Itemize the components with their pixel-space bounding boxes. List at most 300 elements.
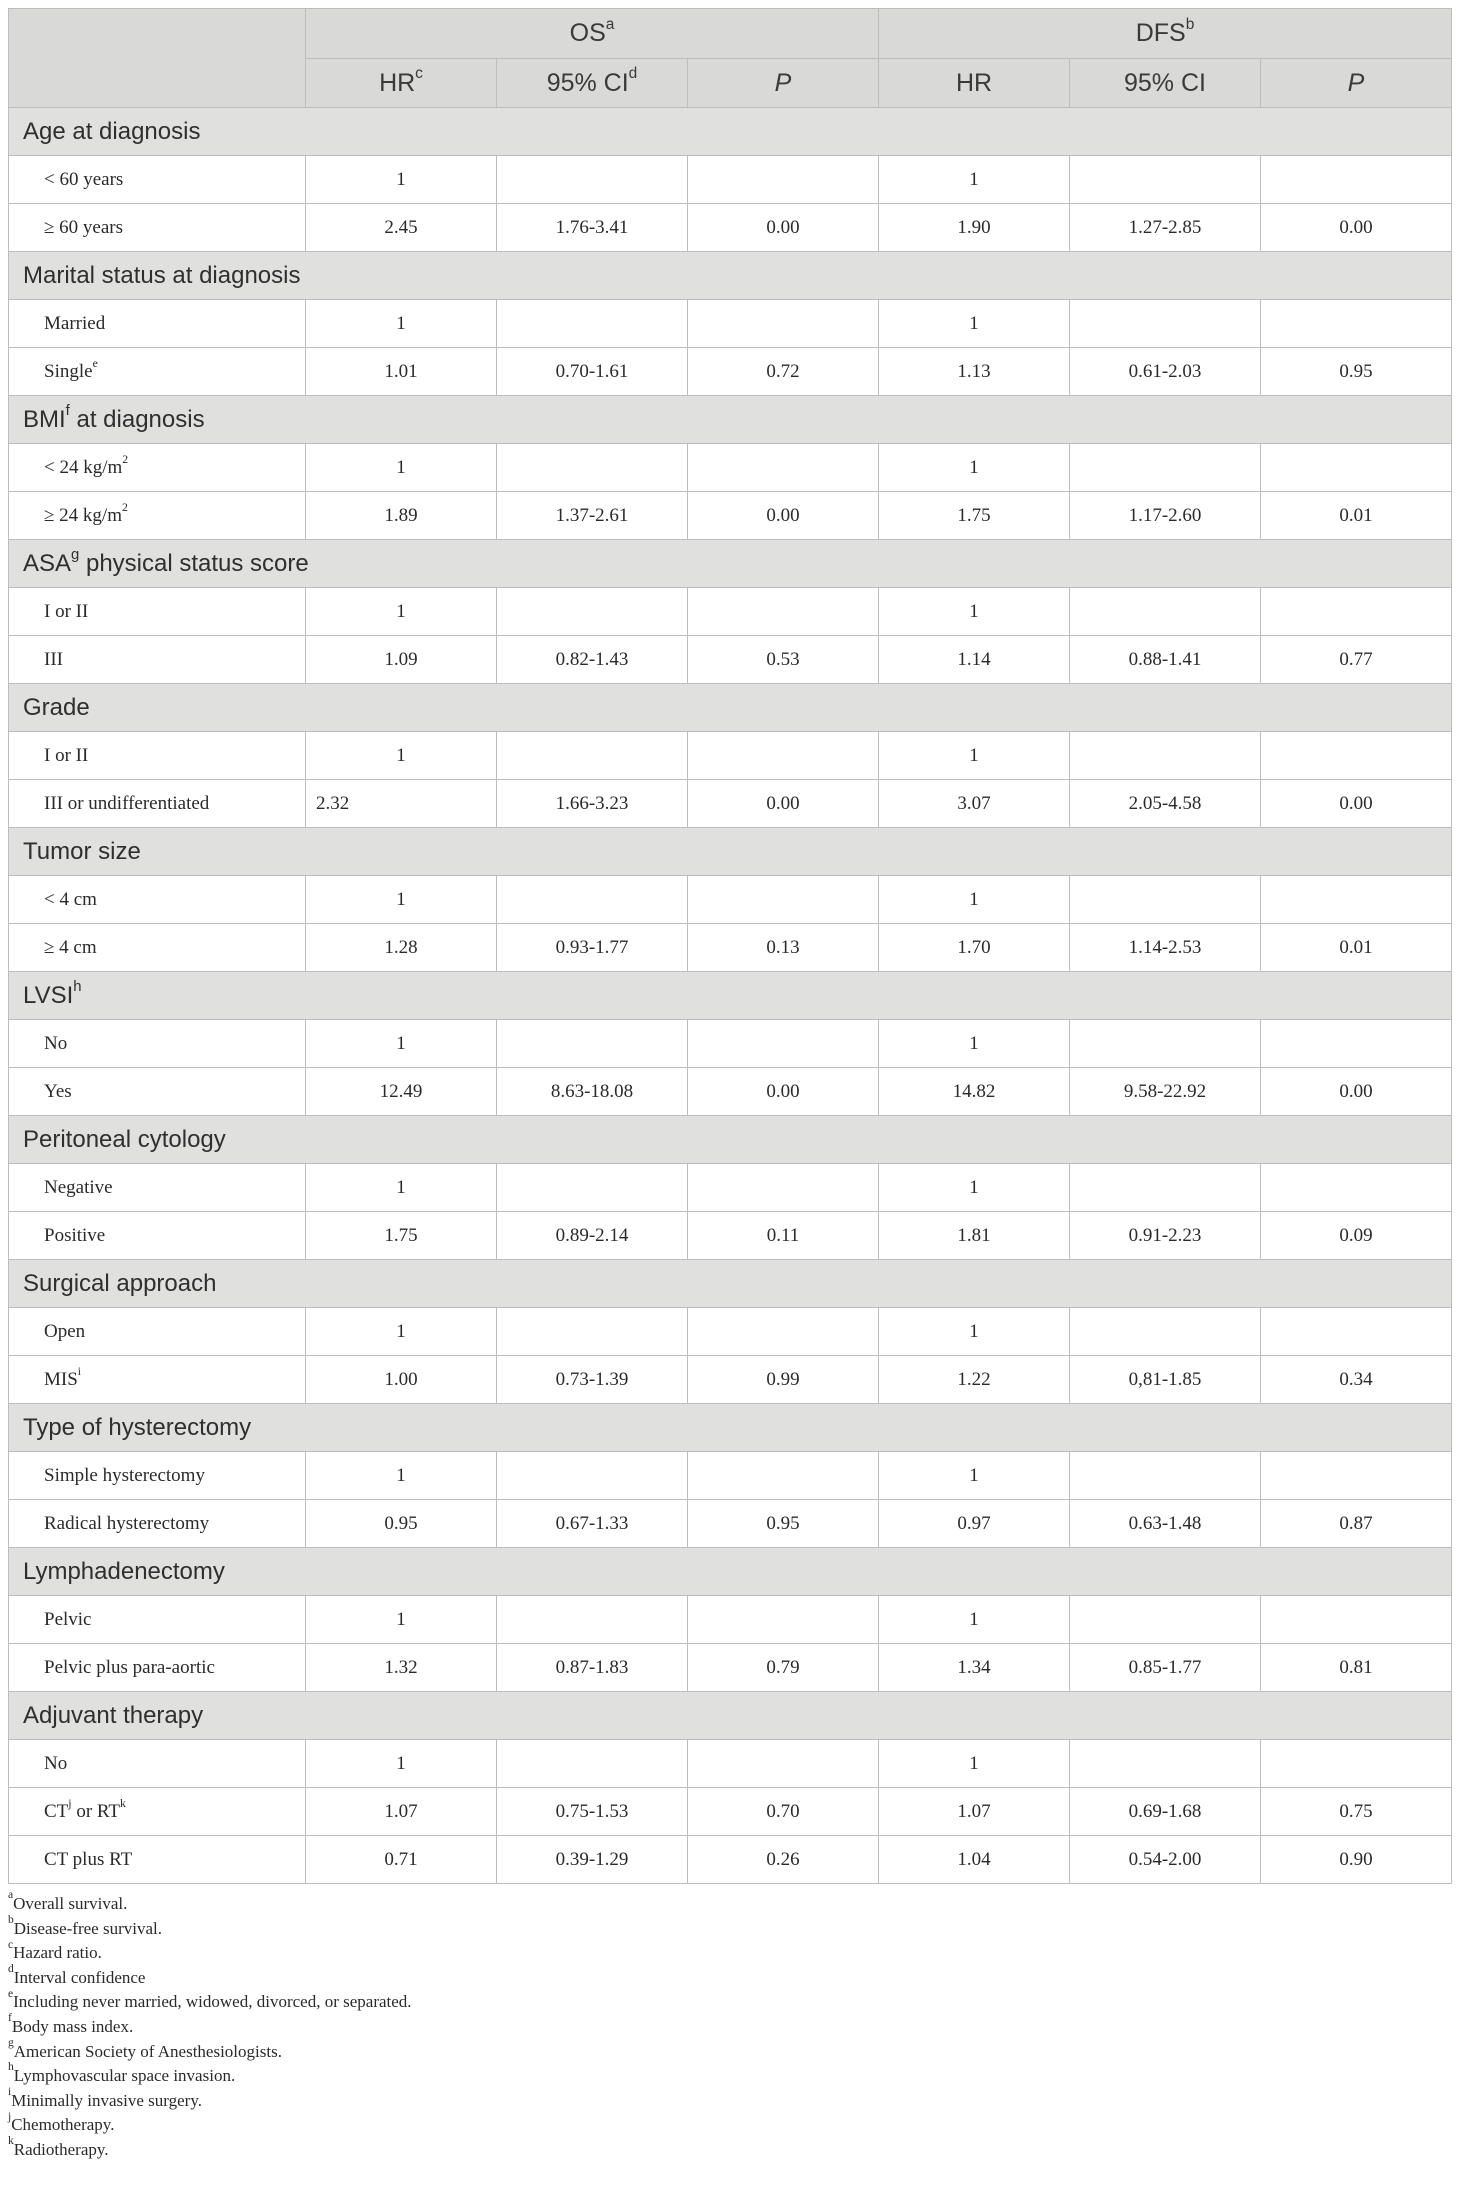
header-os-ci-label: 95% CI: [546, 68, 629, 97]
dfs-hr-cell: 1.04: [879, 1836, 1070, 1884]
os-hr-cell: 0.95: [306, 1500, 497, 1548]
dfs-p-cell: 0.01: [1261, 924, 1452, 972]
dfs-ci-cell: 9.58-22.92: [1070, 1068, 1261, 1116]
os-hr-cell: 1: [306, 1020, 497, 1068]
row-label: [9, 1596, 306, 1644]
os-p-cell: [688, 1020, 879, 1068]
os-hr-cell: 2.45: [306, 204, 497, 252]
os-ci-cell: 1.37-2.61: [497, 492, 688, 540]
table-row: [9, 1164, 1452, 1212]
dfs-hr-cell: 1.90: [879, 204, 1070, 252]
table-header: [9, 9, 1452, 108]
row-label-text: < 4 cm: [44, 888, 97, 910]
row-label: [9, 588, 306, 636]
dfs-ci-cell: [1070, 444, 1261, 492]
header-os-label: OS: [569, 19, 606, 47]
header-os-group: [306, 9, 879, 59]
section-title: [9, 1692, 1452, 1740]
dfs-ci-cell: [1070, 876, 1261, 924]
table-row: [9, 156, 1452, 204]
os-hr-cell: 1: [306, 1164, 497, 1212]
section-title: [9, 1116, 1452, 1164]
os-p-cell: [688, 588, 879, 636]
row-label: [9, 1500, 306, 1548]
footnote: [8, 1888, 1451, 1917]
row-label-text: I or II: [44, 600, 89, 622]
dfs-ci-cell: 0.91-2.23: [1070, 1212, 1261, 1260]
section-header-row: [9, 1116, 1452, 1164]
row-label: [9, 492, 306, 540]
header-corner-cell: [9, 9, 306, 108]
dfs-hr-cell: 1.22: [879, 1356, 1070, 1404]
footnote: [8, 1937, 1451, 1966]
dfs-hr-cell: 14.82: [879, 1068, 1070, 1116]
footnote: [8, 2085, 1451, 2114]
table-row: [9, 300, 1452, 348]
dfs-hr-cell: 1: [879, 588, 1070, 636]
dfs-hr-cell: 1: [879, 1308, 1070, 1356]
dfs-ci-cell: 0.63-1.48: [1070, 1500, 1261, 1548]
dfs-ci-cell: [1070, 1452, 1261, 1500]
row-label-sup: 2: [122, 500, 128, 514]
section-title-text: LVSI: [23, 981, 74, 1009]
footnote-mark: h: [8, 2060, 14, 2074]
header-os-ci: [497, 59, 688, 108]
footnote-mark: k: [8, 2134, 14, 2148]
dfs-p-cell: [1261, 1452, 1452, 1500]
row-label: [9, 732, 306, 780]
row-label: [9, 636, 306, 684]
row-label-text: Open: [44, 1320, 86, 1342]
footnote-text: Interval confidence: [13, 1967, 146, 1987]
os-ci-cell: 0.82-1.43: [497, 636, 688, 684]
row-label-text: CT plus RT: [44, 1848, 133, 1870]
os-ci-cell: 0.87-1.83: [497, 1644, 688, 1692]
row-label: [9, 1452, 306, 1500]
dfs-hr-cell: 1.07: [879, 1788, 1070, 1836]
row-label-text: No: [44, 1752, 68, 1774]
section-title: [9, 972, 1452, 1020]
section-title-text: Marital status at diagnosis: [23, 261, 301, 289]
dfs-hr-cell: 1: [879, 156, 1070, 204]
dfs-p-cell: [1261, 1164, 1452, 1212]
dfs-ci-cell: [1070, 588, 1261, 636]
header-dfs-group: [879, 9, 1452, 59]
row-label-text: Pelvic plus para-aortic: [44, 1656, 215, 1678]
row-label: [9, 1356, 306, 1404]
os-hr-cell: 1.89: [306, 492, 497, 540]
header-os-hr: [306, 59, 497, 108]
os-p-cell: [688, 1308, 879, 1356]
dfs-hr-cell: 1.75: [879, 492, 1070, 540]
dfs-hr-cell: 1: [879, 876, 1070, 924]
section-title-sup: h: [73, 978, 82, 995]
footnote: [8, 1986, 1451, 2015]
row-label-sup2: k: [120, 1796, 126, 1810]
dfs-p-cell: [1261, 1596, 1452, 1644]
row-label-sup: j: [68, 1796, 72, 1810]
footnote: [8, 1962, 1451, 1991]
table-row: [9, 204, 1452, 252]
os-ci-cell: 0.70-1.61: [497, 348, 688, 396]
section-title: [9, 1260, 1452, 1308]
dfs-hr-cell: 1: [879, 1164, 1070, 1212]
row-label-text: I or II: [44, 744, 89, 766]
header-dfs-ci: 95% CI: [1070, 59, 1261, 108]
os-p-cell: [688, 876, 879, 924]
os-hr-cell: 1: [306, 444, 497, 492]
table-row: [9, 1596, 1452, 1644]
section-title-text: Age at diagnosis: [23, 117, 201, 145]
row-label: [9, 1164, 306, 1212]
os-p-cell: 0.79: [688, 1644, 879, 1692]
os-ci-cell: [497, 156, 688, 204]
footnote-text: American Society of Anesthesiologists.: [13, 2041, 282, 2061]
os-hr-cell: 1: [306, 732, 497, 780]
os-hr-cell: 1: [306, 588, 497, 636]
os-hr-cell: 1: [306, 300, 497, 348]
dfs-ci-cell: [1070, 1020, 1261, 1068]
dfs-ci-cell: 0,81-1.85: [1070, 1356, 1261, 1404]
footnotes: [8, 1888, 1451, 2163]
os-hr-cell: 1.28: [306, 924, 497, 972]
os-hr-cell: 1: [306, 1452, 497, 1500]
os-hr-cell: 0.71: [306, 1836, 497, 1884]
os-ci-cell: 1.76-3.41: [497, 204, 688, 252]
dfs-p-cell: 0.00: [1261, 1068, 1452, 1116]
table-row: [9, 1356, 1452, 1404]
row-label-text: < 24 kg/m: [44, 456, 123, 478]
row-label-text: No: [44, 1032, 68, 1054]
dfs-hr-cell: 1.70: [879, 924, 1070, 972]
dfs-hr-cell: 1: [879, 444, 1070, 492]
section-title: [9, 1404, 1452, 1452]
footnote-mark: b: [8, 1912, 14, 1926]
table-row: [9, 1836, 1452, 1884]
dfs-p-cell: [1261, 444, 1452, 492]
os-p-cell: [688, 444, 879, 492]
footnote-text: Lymphovascular space invasion.: [13, 2066, 236, 2086]
dfs-hr-cell: 1: [879, 1596, 1070, 1644]
footnote-mark: f: [8, 2011, 12, 2025]
row-label: [9, 1308, 306, 1356]
dfs-ci-cell: [1070, 1740, 1261, 1788]
dfs-p-cell: [1261, 1020, 1452, 1068]
section-header-row: [9, 1260, 1452, 1308]
header-os-hr-sup: c: [415, 65, 423, 83]
os-p-cell: 0.13: [688, 924, 879, 972]
table-row: [9, 636, 1452, 684]
row-label-sup: 2: [122, 452, 129, 466]
section-title: [9, 540, 1452, 588]
dfs-p-cell: [1261, 588, 1452, 636]
os-ci-cell: [497, 1596, 688, 1644]
dfs-ci-cell: [1070, 1308, 1261, 1356]
os-ci-cell: [497, 1452, 688, 1500]
os-hr-cell: 1: [306, 156, 497, 204]
section-title-tail: at diagnosis: [69, 405, 205, 433]
os-hr-cell: 1.07: [306, 1788, 497, 1836]
footnote-mark: a: [8, 1888, 14, 1902]
row-label-text: Negative: [44, 1176, 113, 1198]
table-row: [9, 444, 1452, 492]
os-ci-cell: 8.63-18.08: [497, 1068, 688, 1116]
dfs-p-cell: 0.95: [1261, 348, 1452, 396]
row-label: [9, 924, 306, 972]
footnote-text: Body mass index.: [11, 2016, 134, 2036]
section-title: [9, 1548, 1452, 1596]
section-title-sup: g: [71, 546, 80, 563]
row-label: [9, 156, 306, 204]
row-label-text: Pelvic: [44, 1608, 92, 1630]
dfs-hr-cell: 1: [879, 1740, 1070, 1788]
os-ci-cell: [497, 876, 688, 924]
row-label: [9, 348, 306, 396]
table-row: [9, 1740, 1452, 1788]
dfs-ci-cell: 0.85-1.77: [1070, 1644, 1261, 1692]
row-label: [9, 780, 306, 828]
os-ci-cell: [497, 1020, 688, 1068]
section-title: [9, 252, 1452, 300]
os-p-cell: 0.00: [688, 1068, 879, 1116]
row-label-text: < 60 years: [44, 168, 124, 190]
footnote: [8, 2011, 1451, 2040]
footnote-text: Including never married, widowed, divorced, or separated.: [13, 1992, 412, 2012]
section-title-text: Adjuvant therapy: [23, 1701, 204, 1729]
row-label-text: Positive: [44, 1224, 106, 1246]
os-p-cell: [688, 1164, 879, 1212]
footnote-mark: i: [8, 2085, 12, 2099]
header-dfs-label: DFS: [1135, 19, 1186, 47]
row-label-text: III: [44, 648, 63, 670]
row-label-text: Single: [44, 360, 93, 382]
dfs-ci-cell: 1.27-2.85: [1070, 204, 1261, 252]
dfs-p-cell: [1261, 300, 1452, 348]
section-header-row: [9, 108, 1452, 156]
dfs-ci-cell: 1.17-2.60: [1070, 492, 1261, 540]
row-label: [9, 1212, 306, 1260]
dfs-p-cell: [1261, 1308, 1452, 1356]
row-label: [9, 876, 306, 924]
section-title: [9, 396, 1452, 444]
header-os-hr-label: HR: [379, 68, 416, 97]
row-label-text: ≥ 60 years: [44, 216, 124, 238]
os-ci-cell: [497, 1740, 688, 1788]
dfs-p-cell: 0.00: [1261, 204, 1452, 252]
dfs-ci-cell: [1070, 1596, 1261, 1644]
row-label: [9, 1020, 306, 1068]
dfs-p-cell: [1261, 876, 1452, 924]
table-row: [9, 1644, 1452, 1692]
os-p-cell: [688, 300, 879, 348]
table-row: [9, 780, 1452, 828]
footnote-mark: c: [8, 1937, 14, 1951]
results-table-container: [8, 8, 1451, 2163]
os-ci-cell: 0.89-2.14: [497, 1212, 688, 1260]
os-p-cell: [688, 1740, 879, 1788]
section-title-text: Grade: [23, 693, 90, 721]
section-title-text: Lymphadenectomy: [23, 1557, 225, 1585]
section-title-sup: f: [65, 402, 70, 419]
row-label: [9, 1788, 306, 1836]
row-label-text: ≥ 4 cm: [44, 936, 97, 958]
os-ci-cell: 0.73-1.39: [497, 1356, 688, 1404]
dfs-hr-cell: 3.07: [879, 780, 1070, 828]
os-ci-cell: [497, 1164, 688, 1212]
dfs-ci-cell: 2.05-4.58: [1070, 780, 1261, 828]
dfs-p-cell: 0.34: [1261, 1356, 1452, 1404]
row-label: [9, 1836, 306, 1884]
footnote-text: Chemotherapy.: [11, 2115, 115, 2135]
dfs-ci-cell: 0.61-2.03: [1070, 348, 1261, 396]
section-header-row: [9, 828, 1452, 876]
os-p-cell: 0.72: [688, 348, 879, 396]
footnote: [8, 2035, 1451, 2065]
dfs-ci-cell: 1.14-2.53: [1070, 924, 1261, 972]
os-ci-cell: [497, 588, 688, 636]
os-ci-cell: [497, 300, 688, 348]
dfs-ci-cell: 0.88-1.41: [1070, 636, 1261, 684]
dfs-hr-cell: 1.34: [879, 1644, 1070, 1692]
os-p-cell: 0.99: [688, 1356, 879, 1404]
dfs-hr-cell: 1: [879, 1020, 1070, 1068]
dfs-p-cell: 0.77: [1261, 636, 1452, 684]
dfs-p-cell: [1261, 732, 1452, 780]
row-label: [9, 300, 306, 348]
os-p-cell: 0.26: [688, 1836, 879, 1884]
table-row: [9, 924, 1452, 972]
row-label-text: Married: [44, 312, 106, 334]
section-title-text: Tumor size: [23, 837, 141, 865]
row-label-sup: e: [92, 356, 98, 370]
os-hr-cell: 1: [306, 876, 497, 924]
section-title: [9, 108, 1452, 156]
footnote: [8, 2109, 1451, 2138]
os-hr-cell: 1.09: [306, 636, 497, 684]
dfs-p-cell: 0.75: [1261, 1788, 1452, 1836]
footnote: [8, 1912, 1451, 1942]
os-p-cell: [688, 732, 879, 780]
header-dfs-p: P: [1261, 59, 1452, 108]
section-title-text: BMI: [23, 405, 66, 433]
dfs-hr-cell: 1.13: [879, 348, 1070, 396]
row-label: [9, 444, 306, 492]
os-p-cell: 0.00: [688, 492, 879, 540]
footnote-mark: d: [8, 1962, 14, 1976]
header-os-ci-sup: d: [628, 65, 638, 83]
dfs-p-cell: 0.81: [1261, 1644, 1452, 1692]
footnote-mark: g: [8, 2035, 14, 2049]
os-p-cell: 0.00: [688, 780, 879, 828]
row-label-text: Yes: [44, 1080, 72, 1102]
row-label-text: ≥ 24 kg/m: [44, 504, 122, 526]
section-title: [9, 828, 1452, 876]
os-p-cell: [688, 1452, 879, 1500]
os-hr-cell: 1.00: [306, 1356, 497, 1404]
table-row: [9, 588, 1452, 636]
footnote-text: Overall survival.: [13, 1894, 128, 1913]
section-header-row: [9, 540, 1452, 588]
section-header-row: [9, 1548, 1452, 1596]
row-label-sup: i: [77, 1364, 82, 1378]
footnote-mark: e: [8, 1986, 14, 2000]
section-header-row: [9, 396, 1452, 444]
row-label-text: III or undifferentiated: [44, 792, 210, 814]
dfs-p-cell: 0.01: [1261, 492, 1452, 540]
section-header-row: [9, 1404, 1452, 1452]
table-row: [9, 732, 1452, 780]
header-os-p: P: [688, 59, 879, 108]
table-row: [9, 1500, 1452, 1548]
os-hr-cell: 1.75: [306, 1212, 497, 1260]
header-os-sup: a: [605, 15, 615, 33]
dfs-p-cell: 0.90: [1261, 1836, 1452, 1884]
os-ci-cell: 0.75-1.53: [497, 1788, 688, 1836]
hazard-ratio-table: [8, 8, 1452, 1884]
section-title-tail: physical status score: [79, 549, 309, 577]
row-label-text: CT: [44, 1800, 69, 1822]
dfs-hr-cell: 1: [879, 1452, 1070, 1500]
os-ci-cell: [497, 732, 688, 780]
section-header-row: [9, 1692, 1452, 1740]
table-row: [9, 348, 1452, 396]
section-title-text: Peritoneal cytology: [23, 1125, 226, 1153]
footnote-text: Disease-free survival.: [13, 1918, 162, 1938]
os-hr-cell: 1: [306, 1308, 497, 1356]
section-header-row: [9, 252, 1452, 300]
os-ci-cell: 0.67-1.33: [497, 1500, 688, 1548]
dfs-ci-cell: 0.69-1.68: [1070, 1788, 1261, 1836]
dfs-p-cell: 0.00: [1261, 780, 1452, 828]
dfs-ci-cell: [1070, 732, 1261, 780]
os-hr-cell: 2.32: [306, 780, 497, 828]
row-label: [9, 1740, 306, 1788]
row-label-text: MIS: [44, 1368, 78, 1390]
table-row: [9, 1212, 1452, 1260]
table-row: [9, 1308, 1452, 1356]
os-ci-cell: 0.93-1.77: [497, 924, 688, 972]
section-title-text: Surgical approach: [23, 1269, 217, 1297]
dfs-hr-cell: 1: [879, 300, 1070, 348]
os-hr-cell: 1: [306, 1740, 497, 1788]
row-label: [9, 1644, 306, 1692]
os-p-cell: 0.53: [688, 636, 879, 684]
dfs-p-cell: 0.09: [1261, 1212, 1452, 1260]
section-title-text: ASA: [23, 549, 72, 577]
os-p-cell: 0.11: [688, 1212, 879, 1260]
section-header-row: [9, 972, 1452, 1020]
table-row: [9, 876, 1452, 924]
os-ci-cell: [497, 1308, 688, 1356]
dfs-ci-cell: [1070, 156, 1261, 204]
footnote: [8, 2060, 1451, 2089]
os-p-cell: [688, 156, 879, 204]
dfs-hr-cell: 1.14: [879, 636, 1070, 684]
table-body: [9, 108, 1452, 1884]
footnote-text: Minimally invasive surgery.: [11, 2090, 202, 2110]
os-ci-cell: 1.66-3.23: [497, 780, 688, 828]
section-title-text: Type of hysterectomy: [23, 1413, 252, 1441]
os-ci-cell: [497, 444, 688, 492]
row-label-text: Radical hysterectomy: [44, 1512, 210, 1534]
dfs-hr-cell: 1.81: [879, 1212, 1070, 1260]
os-p-cell: 0.70: [688, 1788, 879, 1836]
dfs-ci-cell: [1070, 300, 1261, 348]
dfs-hr-cell: 1: [879, 732, 1070, 780]
table-row: [9, 492, 1452, 540]
footnote-text: Radiotherapy.: [13, 2139, 109, 2159]
os-hr-cell: 1.01: [306, 348, 497, 396]
